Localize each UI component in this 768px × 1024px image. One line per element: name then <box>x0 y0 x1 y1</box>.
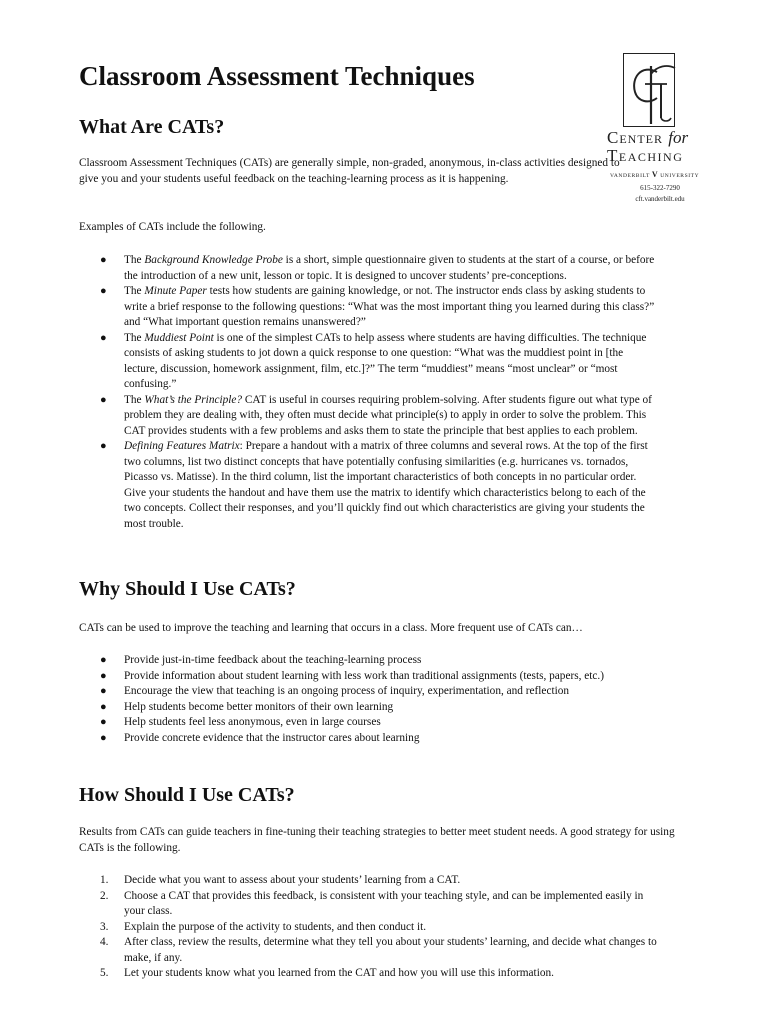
list-item <box>79 700 639 716</box>
logo-university-name: VANDERBILT <box>610 173 650 179</box>
list-item <box>79 684 639 700</box>
item-prefix: The <box>124 331 145 344</box>
item-text: Decide what you want to assess about your students’ learning from a CAT. <box>124 874 461 886</box>
vanderbilt-v-icon: V <box>651 170 659 179</box>
bullet-icon: ● <box>100 685 107 697</box>
list-item <box>79 920 659 936</box>
list-item <box>79 873 659 889</box>
item-text: Provide just-in-time feedback about the teaching-learning process <box>124 654 422 666</box>
bullet-icon: ● <box>100 254 107 266</box>
step-number: 1. <box>100 874 109 886</box>
item-text: CAT is useful in courses requiring problem-solving. After students figure out what type of problem they are dealing with, they often must decide what principle(s) to apply in order to solve the problem. This CAT provides students with a few problems and asks them to state the principle that best applies to each problem. <box>124 393 652 437</box>
item-term: Muddiest Point <box>144 331 214 344</box>
item-text: Encourage the view that teaching is an ongoing process of inquiry, experimentation, and reflection <box>124 685 570 697</box>
bullet-icon: ● <box>100 440 107 452</box>
list-item <box>79 935 659 966</box>
item-text: Provide information about student learning with less work than traditional assignments (tests, papers, etc.) <box>124 669 605 682</box>
item-text: Choose a CAT that provides this feedback, is consistent with your teaching style, and can be implemented easily in your class. <box>124 889 644 917</box>
section-heading-what: What Are CATs? <box>79 116 225 138</box>
bullet-icon: ● <box>100 393 107 406</box>
item-prefix: The <box>124 254 145 266</box>
item-text: Help students feel less anonymous, even in large courses <box>124 716 381 728</box>
item-prefix: The <box>124 285 145 297</box>
bullet-icon: ● <box>100 669 107 682</box>
list-item <box>79 653 639 669</box>
bullet-icon: ● <box>100 716 107 728</box>
item-text: tests how students are gaining knowledge, or not. The instructor ends class by asking students to write a brief response to the following questions: “What was the most important thing you learned during this class?” and “What important question remains unanswered?” <box>124 285 655 328</box>
item-text: is one of the simplest CATs to help assess where students are having difficulties. The technique consists of asking students to jot down a quick response to one question: “What was the muddiest point in [the lecture, discussion, homework assignment, film, etc.]?” The term “muddiest” means “most unclear” or “most confusing.” <box>124 331 647 390</box>
logo-url: cft.vanderbilt.edu <box>635 195 685 203</box>
item-text: Let your students know what you learned from the CAT and how you will use this information. <box>124 967 554 979</box>
bullet-icon: ● <box>100 700 107 713</box>
bullet-icon: ● <box>100 654 107 666</box>
item-text: : Prepare a handout with a matrix of three columns and several rows. At the top of the first two columns, list two distinct concepts that have potentially confusing similarities (e.g. hurricanes vs. tornados, Picasso vs. Matisse). In the third column, list the important characteristics of both concepts in no particular order. Give your students the handout and have them use the matrix to identify which characteristics belong to each of the two concepts. Collect their responses, and you’ll quickly find out which characteristics are giving your students the most trouble. <box>124 440 648 530</box>
list-item <box>79 715 639 731</box>
logo-for-word: for <box>668 128 689 147</box>
section-heading-why: Why Should I Use CATs? <box>79 578 296 600</box>
item-text: Help students become better monitors of their own learning <box>124 700 394 713</box>
logo-phone: 615-322-7290 <box>640 184 680 192</box>
item-term: What’s the Principle? <box>144 393 243 406</box>
list-item <box>79 439 659 532</box>
item-term: Defining Features Matrix <box>124 440 240 452</box>
list-item <box>79 393 659 440</box>
logo-center-word: Center <box>607 128 663 147</box>
item-text: Explain the purpose of the activity to students, and then conduct it. <box>124 920 427 933</box>
logo-university-suffix: UNIVERSITY <box>660 173 700 179</box>
bullet-icon: ● <box>100 331 107 344</box>
how-paragraph: Results from CATs can guide teachers in fine-tuning their teaching strategies to better meet student needs. A good strategy for using CATs is the following. <box>79 826 675 854</box>
item-term: Background Knowledge Probe <box>144 254 283 266</box>
examples-intro: Examples of CATs include the following. <box>79 221 266 233</box>
list-item <box>79 284 659 331</box>
item-text: After class, review the results, determine what they tell you about your students’ learning, and decide what changes to make, if any. <box>124 936 657 964</box>
cat-examples-list <box>79 253 659 532</box>
step-number: 4. <box>100 936 109 948</box>
item-term: Minute Paper <box>144 285 207 297</box>
steps-list <box>79 873 659 982</box>
list-item <box>79 253 659 284</box>
list-item <box>79 331 659 393</box>
cft-monogram-icon <box>605 50 715 130</box>
intro-paragraph: Classroom Assessment Techniques (CATs) are generally simple, non-graded, anonymous, in-class activities designed to give you and your students useful feedback on the teaching-learning process as it is happening. <box>79 157 620 185</box>
logo-center-text <box>607 129 713 147</box>
section-heading-how: How Should I Use CATs? <box>79 784 295 806</box>
step-number: 5. <box>100 967 109 979</box>
step-number: 3. <box>100 920 109 933</box>
step-number: 2. <box>100 889 109 902</box>
why-paragraph: CATs can be used to improve the teaching and learning that occurs in a class. More frequent use of CATs can… <box>79 622 583 634</box>
bullet-icon: ● <box>100 285 107 297</box>
logo-teaching-text: Teaching <box>607 146 684 165</box>
bullet-icon: ● <box>100 731 107 744</box>
page-title: Classroom Assessment Techniques <box>79 61 475 91</box>
item-text: is a short, simple questionnaire given to students at the start of a course, or before the introduction of a new unit, lesson or topic. It is designed to uncover students’ pre-conceptions. <box>124 254 655 282</box>
list-item <box>79 669 639 685</box>
list-item <box>79 889 659 920</box>
list-item <box>79 731 639 747</box>
list-item <box>79 966 659 982</box>
item-prefix: The <box>124 393 145 406</box>
item-text: Provide concrete evidence that the instructor cares about learning <box>124 731 420 744</box>
benefits-list <box>79 653 639 746</box>
